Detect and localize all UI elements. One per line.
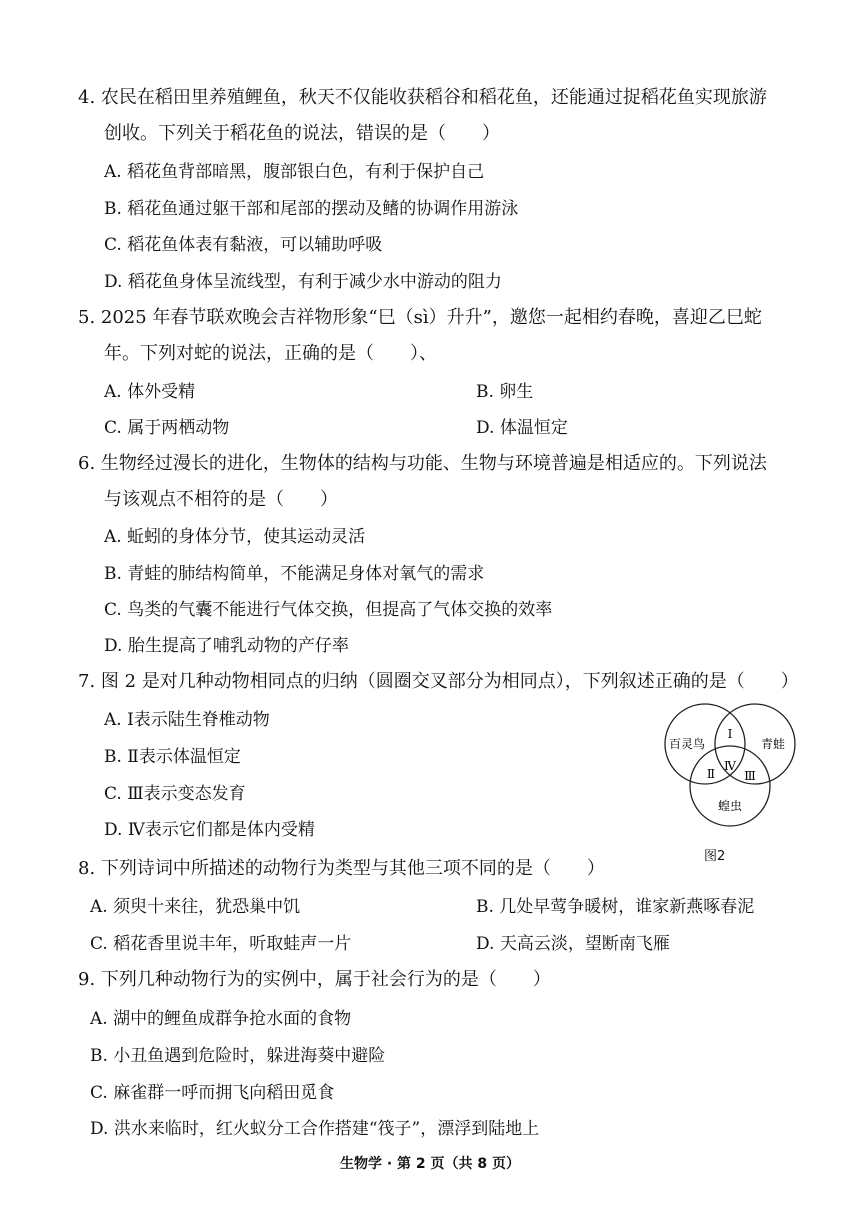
question-7-option-a: A. Ⅰ表示陆生脊椎动物 [104,710,270,730]
venn-label-frog: 青蛙 [760,737,786,751]
question-5-option-c: C. 属于两栖动物 [104,418,230,438]
question-9-option-c: C. 麻雀群一呼而拥飞向稻田觅食 [90,1083,335,1103]
question-7-option-c: C. Ⅲ表示变态发育 [104,784,246,804]
page-footer: 生物学 · 第 2 页（共 8 页） [339,1156,521,1172]
figure-caption: 图2 [704,849,726,864]
question-4-stem-line2: 创收。下列关于稻花鱼的说法，错误的是（ ） [104,123,500,144]
locust-circle [690,746,770,826]
question-5-option-b: B. 卵生 [476,382,534,402]
venn-region-3: Ⅲ [744,769,756,783]
question-8-option-c: C. 稻花香里说丰年，听取蛙声一片 [90,934,352,954]
venn-region-1: Ⅰ [727,727,733,741]
question-6-stem-line2: 与该观点不相符的是（ ） [104,489,338,510]
question-7-stem-line1: 7. 图 2 是对几种动物相同点的归纳（圆圈交叉部分为相同点），下列叙述正确的是（ ） [78,671,799,692]
question-6-option-a: A. 蚯蚓的身体分节，使其运动灵活 [104,527,366,547]
venn-label-bird: 百灵鸟 [668,737,706,751]
question-7-option-b: B. Ⅱ表示体温恒定 [104,747,241,767]
question-8-option-b: B. 几处早莺争暖树，谁家新燕啄春泥 [476,897,755,917]
question-6-option-b: B. 青蛙的肺结构简单，不能满足身体对氧气的需求 [104,564,485,584]
venn-region-4: Ⅳ [724,759,736,773]
question-6-stem-line1: 6. 生物经过漫长的进化，生物体的结构与功能、生物与环境普遍是相适应的。下列说法 [78,453,767,474]
question-9-option-b: B. 小丑鱼遇到危险时，躲进海葵中避险 [90,1046,386,1066]
question-8-stem-line1: 8. 下列诗词中所描述的动物行为类型与其他三项不同的是（ ） [78,858,605,879]
question-5-stem-line2: 年。下列对蛇的说法，正确的是（ ）、 [104,343,437,364]
question-5-stem-line1: 5. 2025 年春节联欢晚会吉祥物形象“巳（sì）升升”，邀您一起相约春晚，喜迎乙巳蛇 [78,307,762,328]
question-4-stem-line1: 4. 农民在稻田里养殖鲤鱼，秋天不仅能收获稻谷和稻花鱼，还能通过捉稻花鱼实现旅游 [78,87,767,108]
question-5-option-d: D. 体温恒定 [476,418,568,438]
question-6-option-c: C. 鸟类的气囊不能进行气体交换，但提高了气体交换的效率 [104,600,553,620]
question-4-option-c: C. 稻花鱼体表有黏液，可以辅助呼吸 [104,235,383,255]
question-8-option-a: A. 须臾十来往，犹恐巢中饥 [90,897,301,917]
question-5-option-a: A. 体外受精 [104,382,196,402]
venn-region-2: Ⅱ [706,767,716,781]
question-7-option-d: D. Ⅳ表示它们都是体内受精 [104,820,315,840]
question-9-option-a: A. 湖中的鲤鱼成群争抢水面的食物 [90,1009,352,1029]
venn-label-locust: 蝗虫 [717,799,743,813]
question-6-option-d: D. 胎生提高了哺乳动物的产仔率 [104,636,349,656]
question-8-option-d: D. 天高云淡，望断南飞雁 [476,934,670,954]
question-4-option-a: A. 稻花鱼背部暗黑，腹部银白色，有利于保护自己 [104,162,485,182]
question-4-option-d: D. 稻花鱼身体呈流线型，有利于减少水中游动的阻力 [104,272,502,292]
question-4-option-b: B. 稻花鱼通过躯干部和尾部的摆动及鳍的协调作用游泳 [104,199,519,219]
question-9-option-d: D. 洪水来临时，红火蚁分工合作搭建“筏子”，漂浮到陆地上 [90,1119,540,1139]
question-9-stem-line1: 9. 下列几种动物行为的实例中，属于社会行为的是（ ） [78,969,551,990]
venn-diagram [660,700,800,828]
